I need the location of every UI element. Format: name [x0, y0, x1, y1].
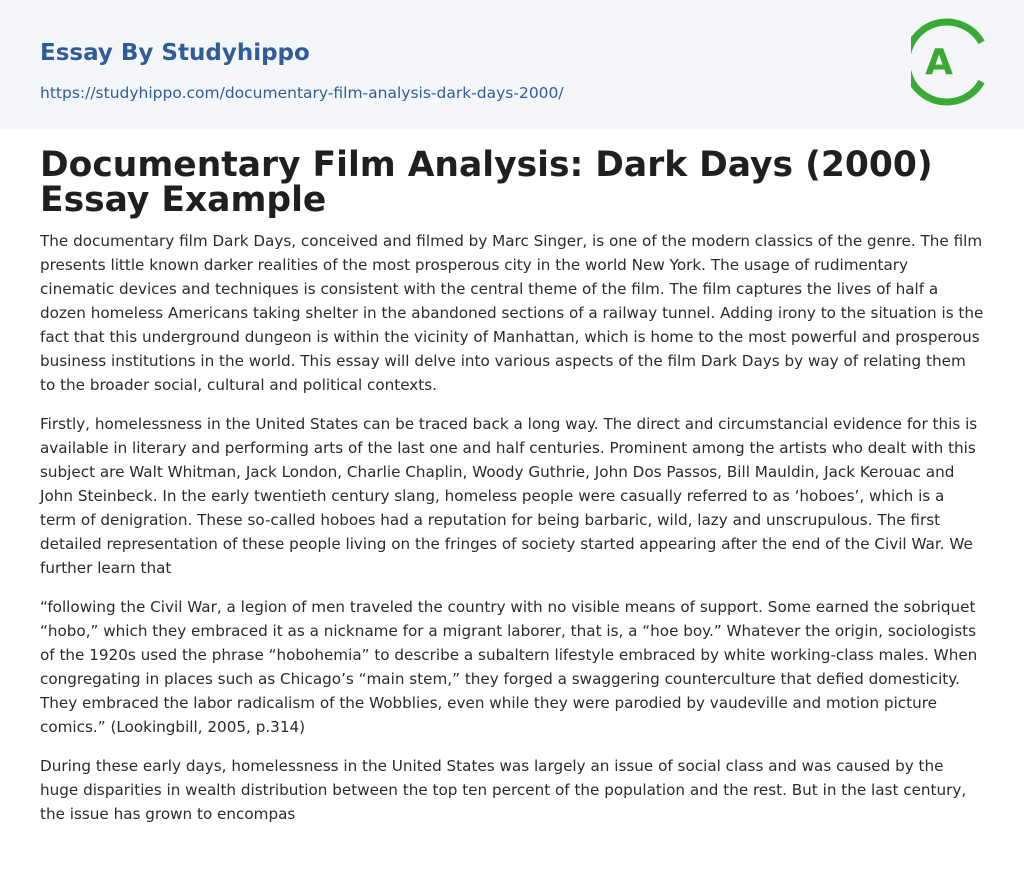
article — [40, 145, 984, 826]
site-header — [0, 0, 1024, 129]
site-title[interactable]: Essay By Studyhippo — [40, 40, 310, 66]
studyhippo-logo-icon[interactable] — [911, 18, 987, 106]
article-paragraph-4: During these early days, homelessness in the United States was largely an issue of social class and was caused by the huge disparities in wealth distribution between the top ten percent of the population and the rest. But in the last century, the issue has grown to encompas — [40, 757, 967, 823]
article-paragraph-1: The documentary film Dark Days, conceived and filmed by Marc Singer, is one of the modern classics of the genre. The film presents little known darker realities of the most prosperous city in the world New York. The usage of rudimentary cinematic devices and techniques is consistent with the central theme of the film. The film captures the lives of half a dozen homeless Americans taking shelter in the abandoned sections of a railway tunnel. Adding irony to the situation is the fact that this underground dungeon is within the vicinity of Manhattan, which is home to the most powerful and prosperous business institutions in the world. This essay will delve into various aspects of the film Dark Days by way of relating them to the broader social, cultural and political contexts. — [40, 232, 984, 394]
page-title: Documentary Film Analysis: Dark Days (2000) Essay Example — [40, 145, 933, 220]
source-url-link[interactable]: https://studyhippo.com/documentary-film-analysis-dark-days-2000/ — [40, 84, 564, 102]
logo-letter: A — [925, 42, 953, 83]
article-paragraph-2: Firstly, homelessness in the United States can be traced back a long way. The direct and circumstancial evidence for this is available in literary and performing arts of the last one and half centuries. Prominent among the artists who dealt with this subject are Walt Whitman, Jack London, Charlie Chaplin, Woody Guthrie, John Dos Passos, Bill Mauldin, Jack Kerouac and John Steinbeck. In the early twentieth century slang, homeless people were casually referred to as ‘hoboes’, which is a term of denigration. These so-called hoboes had a reputation for being barbaric, wild, lazy and unscrupulous. The first detailed representation of these people living on the fringes of society started appearing after the end of the Civil War. We further learn that — [40, 415, 978, 577]
article-quote-paragraph: “following the Civil War, a legion of men traveled the country with no visible means of support. Some earned the sobriquet “hobo,” which they embraced it as a nickname for a migrant laborer, that is, a “hoe boy.” Whatever the origin, sociologists of the 1920s used the phrase “hobohemia” to describe a subaltern lifestyle embraced by white working-class males. When congregating in places such as Chicago’s “main stem,” they forged a swaggering counterculture that defied domesticity. They embraced the labor radicalism of the Wobblies, even while they were parodied by vaudeville and motion picture comics.” (Lookingbill, 2005, p.314) — [40, 598, 978, 736]
